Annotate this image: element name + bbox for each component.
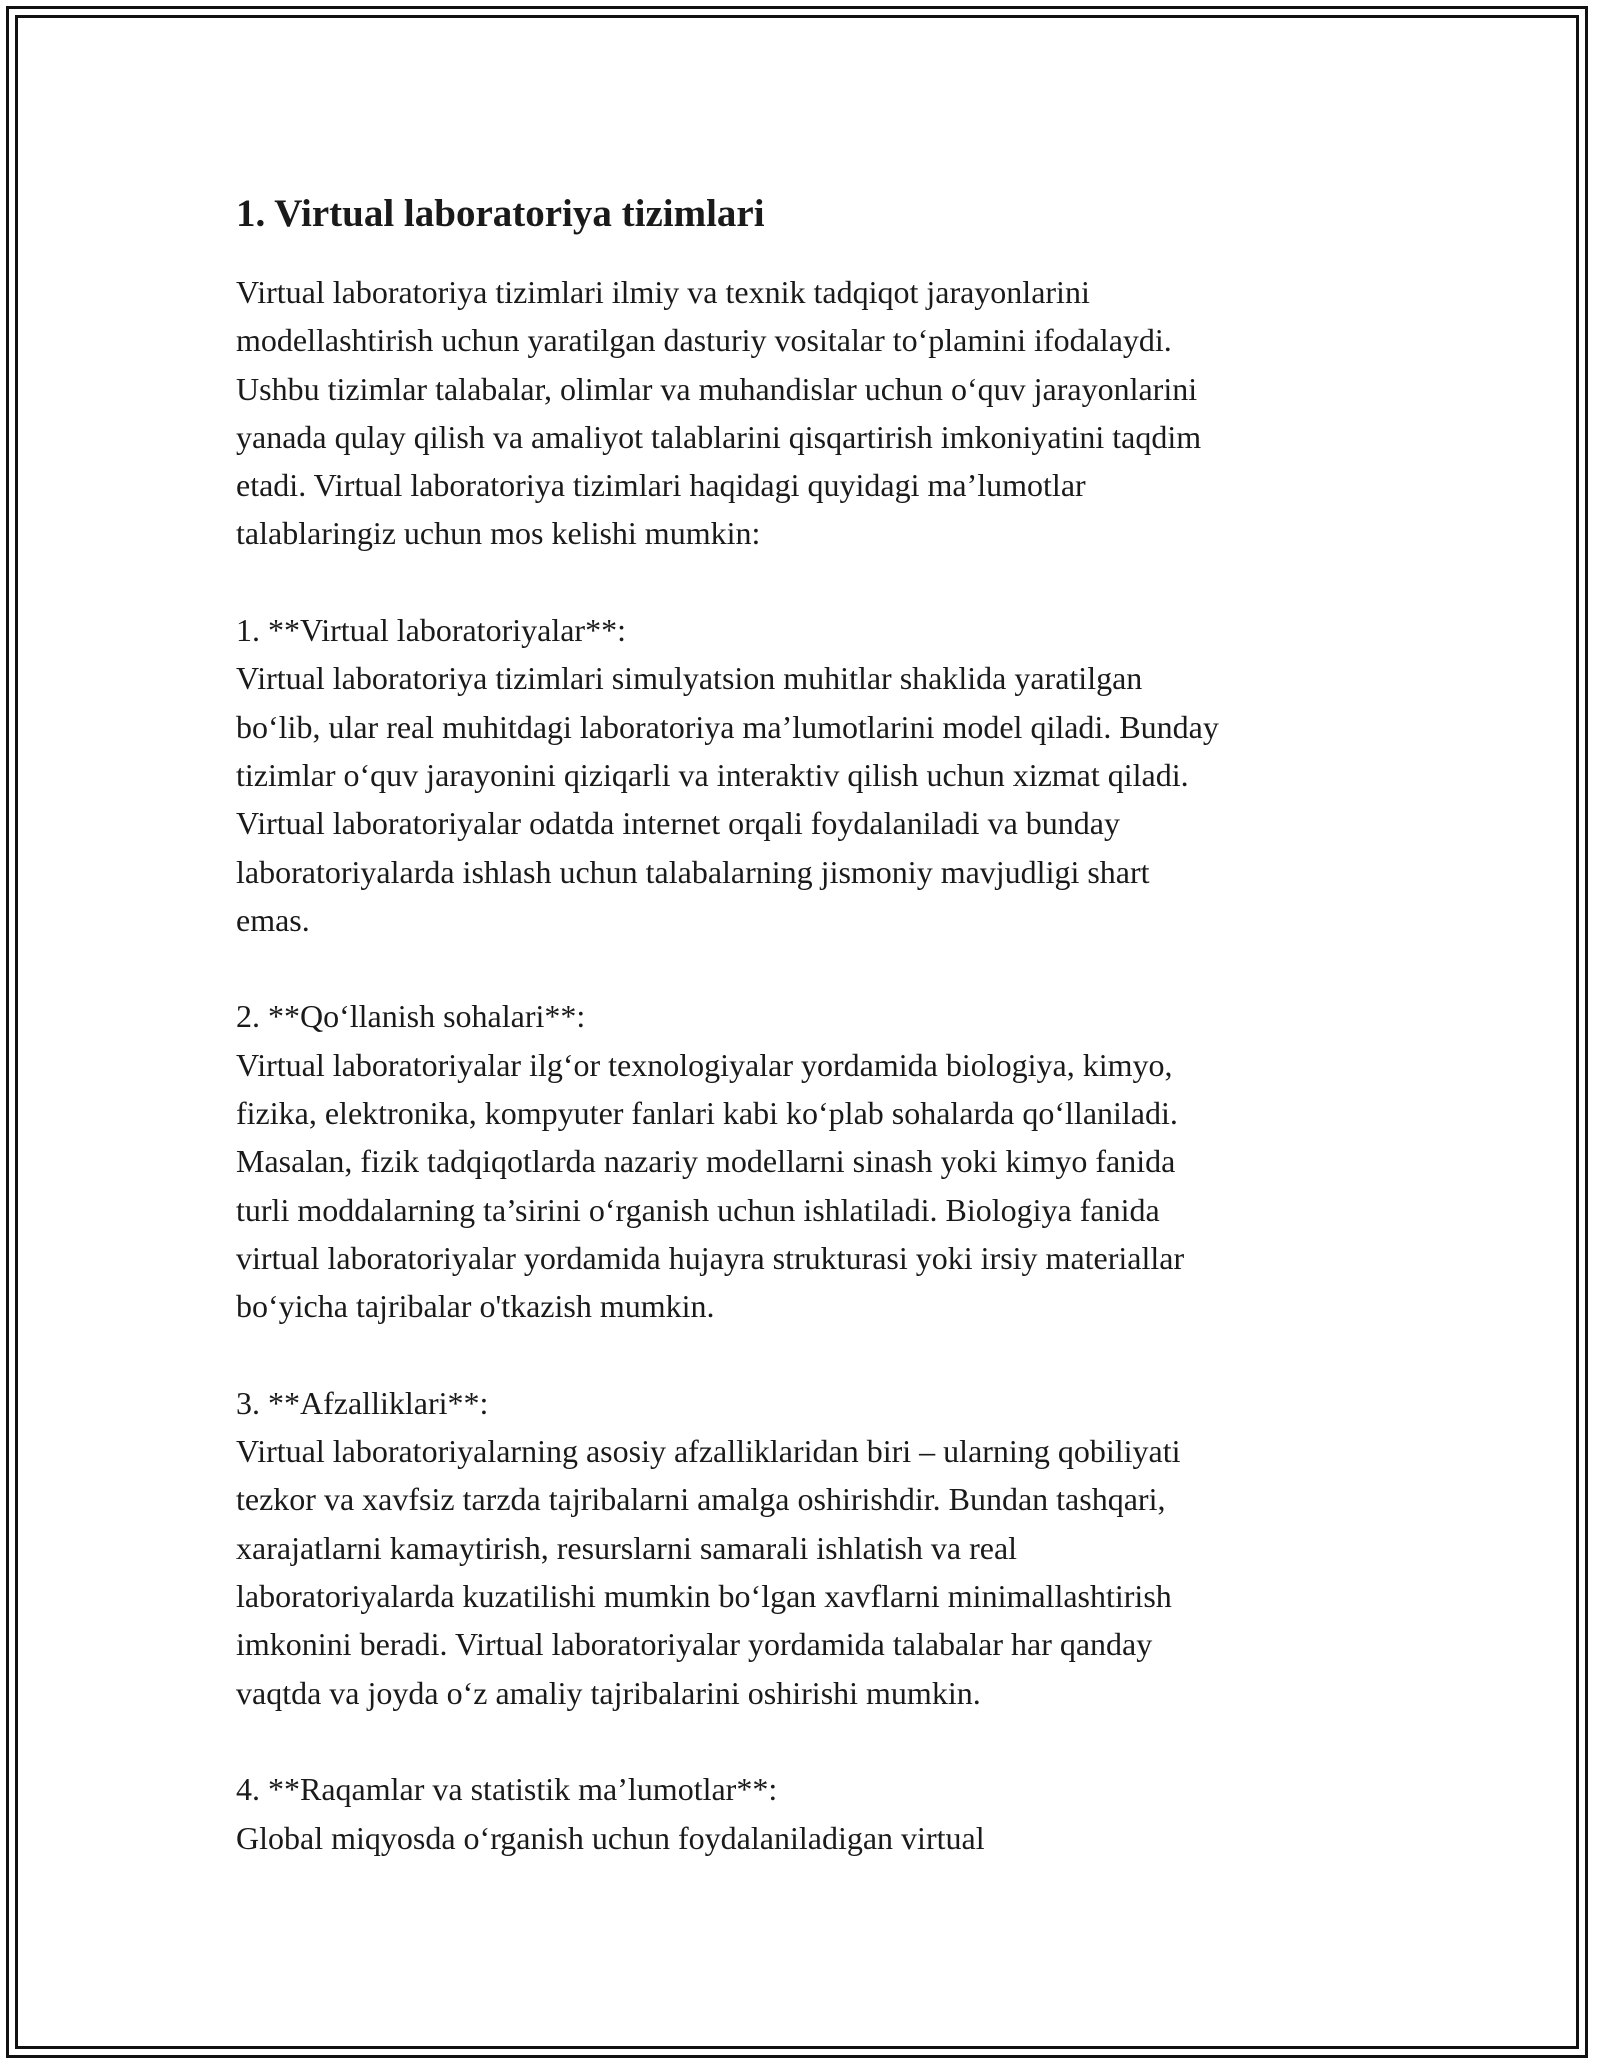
section-body: Virtual laboratoriyalar ilg‘or texnologiyalar yordamida biologiya, kimyo, fizika, elektronika, kompyuter fanlari kabi ko‘plab sohalarda qo‘llaniladi. Masalan, fizik tadqiqotlarda nazariy modellarni sinash yoki kimyo fanida turli moddalarning ta’sirini o‘rganish uchun ishlatiladi. Biologiya fanida virtual laboratoriyalar yordamida hujayra strukturasi yoki irsiy materiallar bo‘yicha tajribalar o'tkazish mumkin.	[236, 1046, 1185, 1325]
section-body: Virtual laboratoriya tizimlari simulyatsion muhitlar shaklida yaratilgan bo‘lib, ular real muhitdagi laboratoriya ma’lumotlarini model qiladi. Bunday tizimlar o‘quv jarayonini qiziqarli va interaktiv qilish uchun xizmat qiladi. Virtual laboratoriyalar odatda internet orqali foydalaniladi va bunday laboratoriyalarda ishlash uchun talabalarning jismoniy mavjudligi shart emas.	[236, 660, 1219, 938]
section-heading: 1. **Virtual laboratoriyalar**:	[236, 612, 626, 649]
section-statistics	[236, 1765, 1366, 1862]
section-heading: 4. **Raqamlar va statistik ma’lumotlar**:	[236, 1771, 778, 1808]
section-application-areas	[236, 992, 1366, 1330]
document-title: 1. Virtual laboratoriya tizimlari	[236, 192, 765, 235]
document-page	[236, 188, 1366, 1862]
section-heading: 2. **Qo‘llanish sohalari**:	[236, 998, 586, 1035]
section-body: Virtual laboratoriyalarning asosiy afzalliklaridan biri – ularning qobiliyati tezkor va xavfsiz tarzda tajribalarni amalga oshirishdir. Bundan tashqari, xarajatlarni kamaytirish, resurslarni samarali ishlatish va real laboratoriyalarda kuzatilishi mumkin bo‘lgan xavflarni minimallashtirish imkonini beradi. Virtual laboratoriyalar yordamida talabalar har qanday vaqtda va joyda o‘z amaliy tajribalarini oshirishi mumkin.	[236, 1433, 1181, 1711]
section-virtual-laboratories	[236, 606, 1366, 944]
intro-paragraph: Virtual laboratoriya tizimlari ilmiy va texnik tadqiqot jarayonlarini modellashtirish uchun yaratilgan dasturiy vositalar to‘plamini ifodalaydi. Ushbu tizimlar talabalar, olimlar va muhandislar uchun o‘quv jarayonlarini yanada qulay qilish va amaliyot talablarini qisqartirish imkoniyatini taqdim etadi. Virtual laboratoriya tizimlari haqidagi quyidagi ma’lumotlar talablaringiz uchun mos kelishi mumkin:	[236, 274, 1202, 552]
section-body: Global miqyosda o‘rganish uchun foydalaniladigan virtual	[236, 1819, 985, 1856]
section-heading: 3. **Afzalliklari**:	[236, 1384, 489, 1421]
section-advantages	[236, 1379, 1366, 1717]
